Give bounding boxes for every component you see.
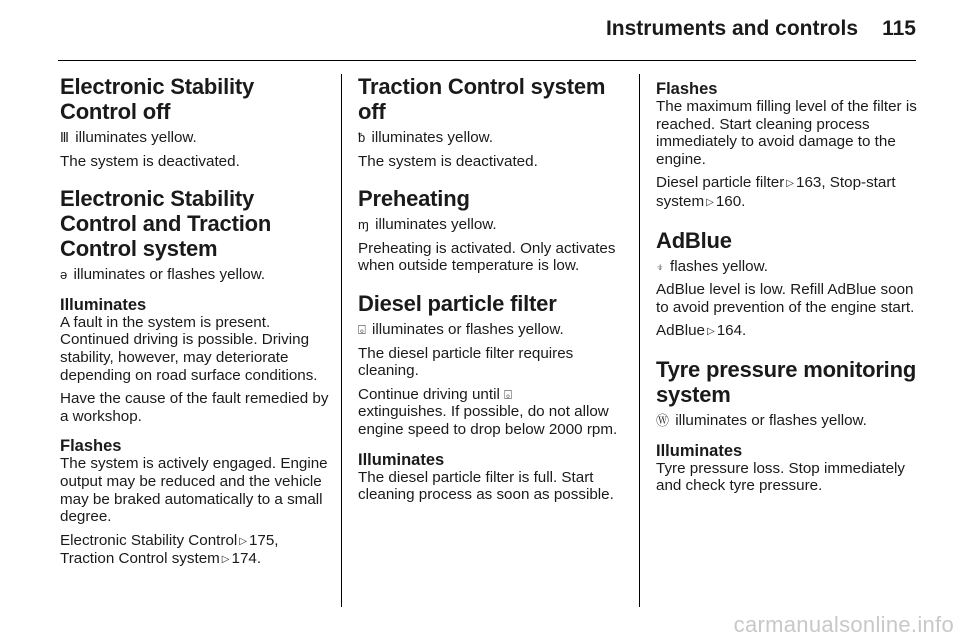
adblue-icon: ⍖ [656,258,664,274]
tc-off-icon: ƀ [358,130,366,145]
column-2 [358,74,628,510]
preheating-illuminates: ɱ illuminates yellow. [358,216,497,234]
esc-off-illuminates: Ⅲ illuminates yellow. [60,129,197,146]
esc-tc-heading: Electronic Stability Control and Traction Control system [60,186,272,262]
page-number: 115 [882,17,916,40]
page-ref-arrow-icon: ▷ [706,326,715,338]
tpms-illuminates: Ⓦ illuminates or flashes yellow. [656,411,867,429]
page-ref-arrow-icon: ▷ [786,178,794,190]
esc-off-deactivated: The system is deactivated. [60,152,240,170]
dpf-cleaning-text: The diesel particle filter requires cleaning. [358,344,574,380]
column-1 [60,74,332,575]
dpf-illuminates: ⌻ illuminates or flashes yellow. [358,320,564,338]
esc-off-heading: Electronic Stability Control off [60,74,255,124]
esc-references [60,532,332,569]
dpf-stop-start-reference[interactable]: 163, Stop-start system [656,174,896,210]
adblue-flashes: ⍖ flashes yellow. [656,257,768,275]
preheating-heading: Preheating [358,186,470,212]
tpms-illuminates-text: Tyre pressure loss. Stop immediately and check tyre pressure. [656,459,905,495]
dpf-reference-link[interactable]: Diesel particle filter [656,174,785,192]
esc-reference-page[interactable]: 175, [248,531,279,549]
tpms-heading: Tyre pressure monitoring system [656,356,917,407]
adblue-reference-link[interactable]: AdBlue [656,322,705,340]
esc-flashes-subheading: Flashes [60,437,122,456]
dpf-continue-text: Continue driving until ⌻ extinguishes. If possible, do not allow engine speed to drop below 2000 rpm. [358,385,618,438]
page-ref-arrow-icon: ▷ [239,535,247,547]
tc-off-illuminates: ƀ illuminates yellow. [358,129,494,146]
adblue-reference-page[interactable]: 164. [716,322,747,340]
stop-start-reference-page[interactable]: 160. [715,192,746,210]
dpf-heading: Diesel particle filter [358,290,557,316]
tc-off-heading: Traction Control system off [358,74,606,124]
esc-icon: ə [60,267,68,283]
dpf-references [656,174,926,211]
adblue-reference [656,322,926,341]
dpf-illuminates-text: The diesel particle filter is full. Start cleaning process as soon as possible. [358,468,614,504]
esc-off-icon: Ⅲ [60,130,69,145]
adblue-text: AdBlue level is low. Refill AdBlue soon to avoid prevention of the engine start. [656,281,915,316]
esc-flashes-text: The system is actively engaged. Engine output may be reduced and the vehicle may be braked automatically to a small degree. [60,455,328,526]
tc-reference-link[interactable]: Traction Control system [60,550,220,568]
watermark: carmanualsonline.info [733,612,954,637]
page-header [58,0,916,61]
section-title: Instruments and controls [605,17,858,40]
page-ref-arrow-icon: ▷ [706,196,714,208]
column-divider-left [341,74,342,607]
tc-reference-page[interactable]: 174. [231,550,262,568]
tyre-pressure-icon: Ⓦ [656,412,670,428]
dpf-illuminates-subheading: Illuminates [358,450,445,469]
dpf-flashes-subheading: Flashes [656,80,718,98]
tpms-illuminates-subheading: Illuminates [656,441,743,460]
column-divider-right [639,74,640,607]
tc-off-deactivated: The system is deactivated. [358,152,538,170]
dpf-icon: ⌻ [358,321,366,337]
esc-illuminates-text: A fault in the system is present. Continued driving is possible. Driving stability, however, may deteriorate depending on road surface conditions. [60,313,318,384]
glow-plug-icon: ɱ [358,217,369,233]
dpf-flashes-text: The maximum filling level of the filter is reached. Start cleaning process immediately to avoid damage to the engine. [656,98,917,168]
adblue-heading: AdBlue [656,227,732,253]
page-ref-arrow-icon: ▷ [221,554,230,566]
column-3 [656,74,926,501]
esc-illuminates-subheading: Illuminates [60,295,147,314]
esc-reference-link[interactable]: Electronic Stability Control [60,531,238,549]
dpf-icon: ⌻ [504,386,512,402]
preheating-text: Preheating is activated. Only activates when outside temperature is low. [358,239,616,275]
esc-workshop-text: Have the cause of the fault remedied by a workshop. [60,390,329,425]
esc-tc-illuminates: ə illuminates or flashes yellow. [60,266,266,284]
